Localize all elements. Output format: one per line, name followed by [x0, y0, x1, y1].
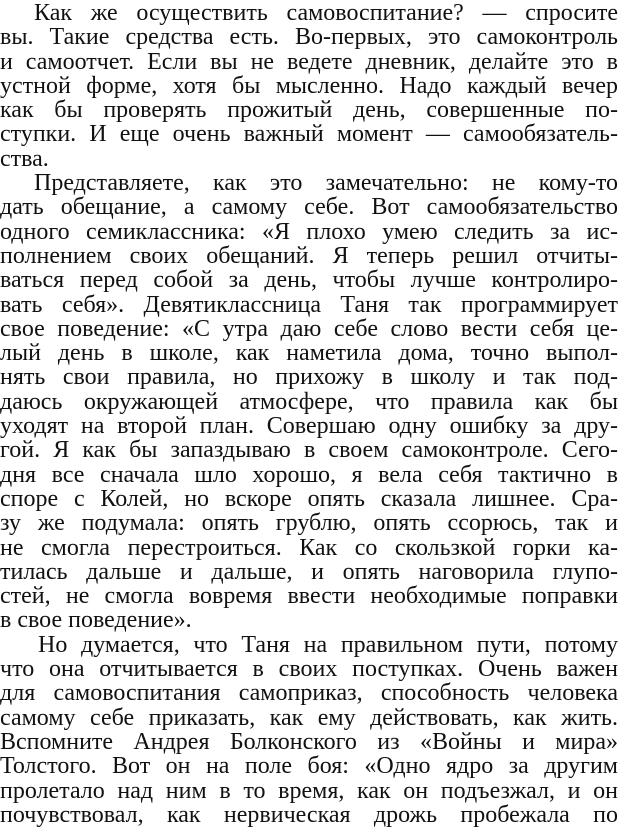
text-line: самому себе приказать, как ему действовать, как жить.	[0, 704, 618, 731]
text-line: нять свои правила, но прихожу в школу и так под-	[0, 364, 618, 391]
text-line: свое поведение: «С утра даю себе слово вести себя це-	[0, 315, 618, 342]
text-line: вать себя». Девятиклассница Таня так программирует	[0, 291, 618, 318]
text-line: гой. Я как бы запаздываю в своем самоконтроле. Сего-	[0, 437, 618, 464]
text-line: пролетало над ним в то время, как он подъезжал, и он	[0, 777, 618, 804]
text-line: зу же подумала: опять грублю, опять ссорюсь, так и	[0, 510, 618, 537]
paragraph-1	[0, 1, 618, 171]
text-line: Толстого. Вот он на поле боя: «Одно ядро за другим	[0, 753, 618, 780]
text-line: тилась дальше и дальше, и опять наговорила глупо-	[0, 558, 618, 585]
text-line: Представляете, как это замечательно: не кому-то	[34, 170, 618, 197]
text-line: споре с Колей, но вскоре опять сказала лишнее. Сра-	[0, 485, 618, 512]
text-line: дать обещание, а самому себе. Вот самообязательство	[0, 194, 618, 221]
text-line: Вспомните Андрея Болконского из «Войны и мира»	[0, 728, 618, 755]
text-line: ступки. И еще очень важный момент — самообязатель-	[0, 121, 618, 148]
text-line: вы. Такие средства есть. Во-первых, это самоконтроль	[0, 24, 618, 51]
text-line: Но думается, что Таня на правильном пути, потому	[38, 631, 618, 658]
text-line: что она отчитывается в своих поступках. Очень важен	[0, 656, 618, 683]
text-line: как бы проверять прожитый день, совершенные по-	[0, 97, 618, 124]
paragraph-2	[0, 171, 618, 633]
text-line: уходят на второй план. Совершаю одну ошибку за дру-	[0, 413, 618, 440]
text-line: ваться перед собой за день, чтобы лучше контролиро-	[0, 267, 618, 294]
paragraph-3	[0, 633, 618, 827]
text-line: для самовоспитания самоприказ, способность человека	[0, 680, 618, 707]
text-line: дня все сначала шло хорошо, я вела себя тактично в	[0, 461, 618, 488]
text-line: и самоотчет. Если вы не ведете дневник, делайте это в	[0, 48, 618, 75]
text-line: почувствовал, как нервическая дрожь пробежала по	[0, 801, 618, 828]
text-line: ства.	[0, 145, 49, 172]
text-line: полнением своих обещаний. Я теперь решил отчиты-	[0, 242, 618, 269]
text-line: в свое поведение».	[0, 607, 192, 634]
text-line: даюсь окружающей атмосфере, что правила как бы	[0, 388, 618, 415]
text-line: одного семиклассника: «Я плохо умею следить за ис-	[0, 218, 618, 245]
text-line: устной форме, хотя бы мысленно. Надо каждый вечер	[0, 72, 618, 99]
text-line: Как же осуществить самовоспитание? — спросите	[34, 0, 618, 26]
text-line: не смогла перестроиться. Как со скользкой горки ка-	[0, 534, 618, 561]
text-line: стей, не смогла вовремя ввести необходимые поправки	[0, 583, 618, 610]
text-line: лый день в школе, как наметила дома, точно выпол-	[0, 340, 618, 367]
